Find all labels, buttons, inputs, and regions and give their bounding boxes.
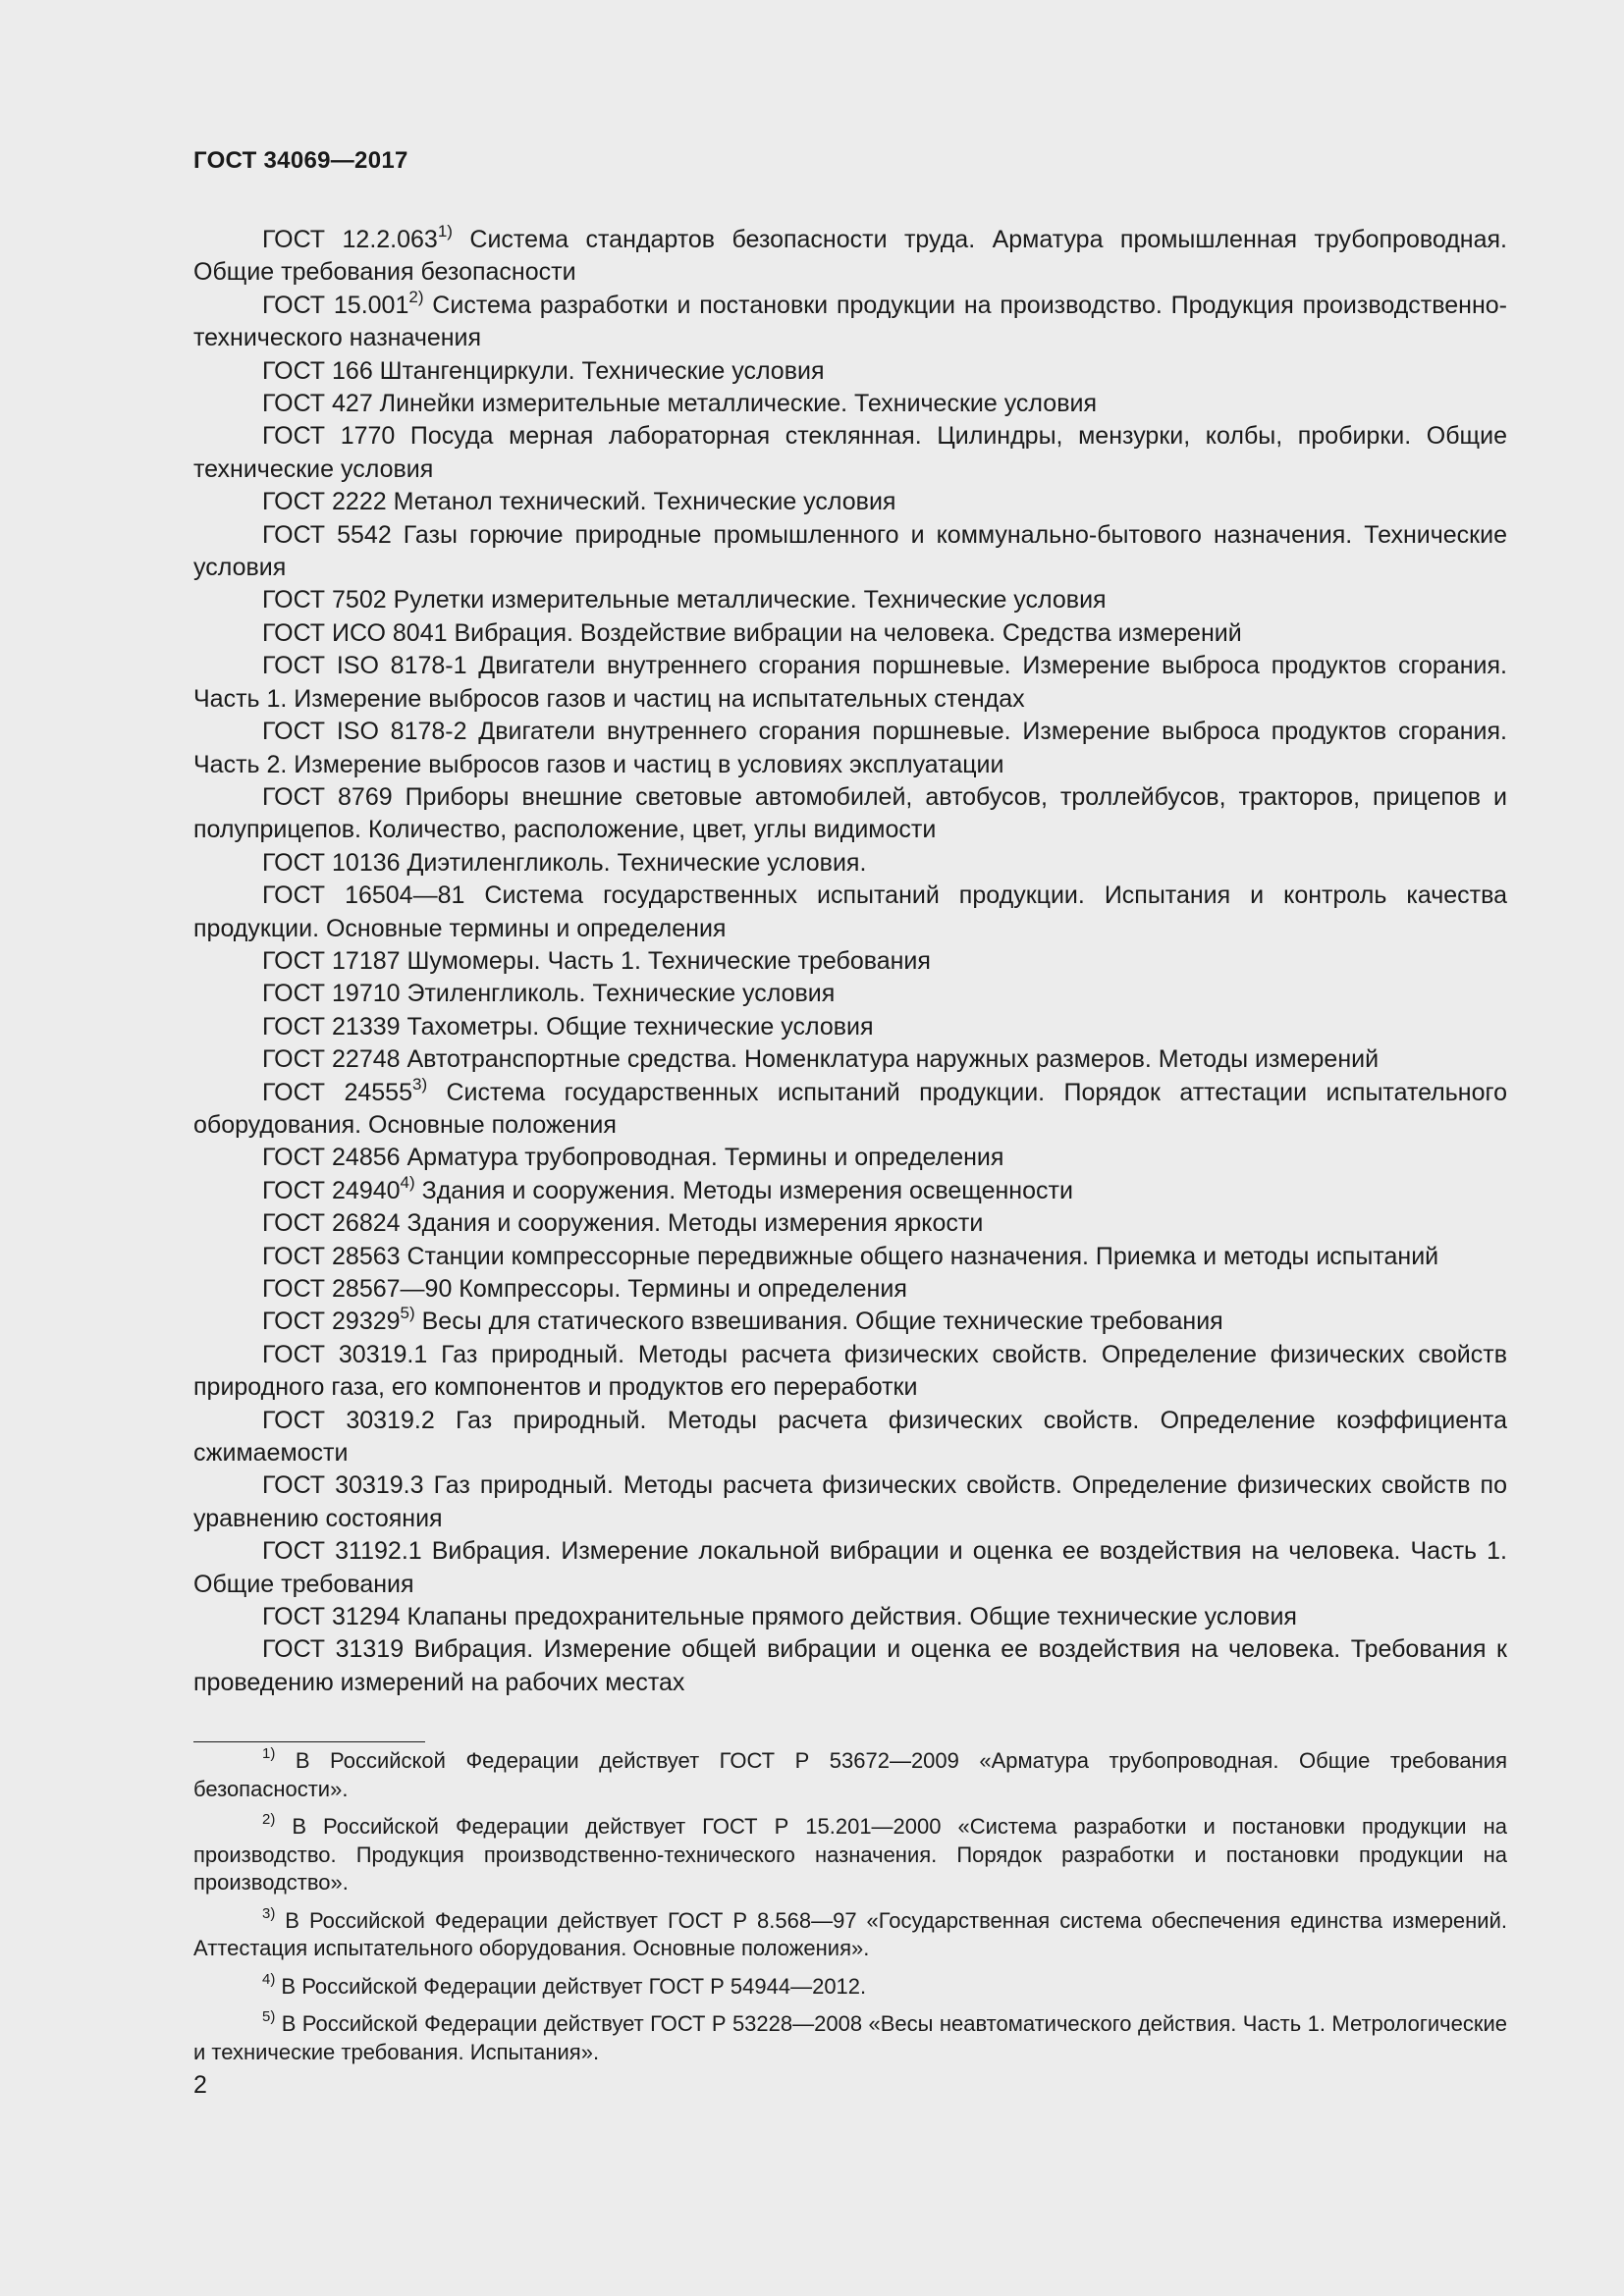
reference-item: ГОСТ 24555$^{3)}$ Система государственных испытаний продукции. Порядок аттестации испытательного оборудования. Основные положения: [193, 1074, 1507, 1139]
reference-item: ГОСТ 26824 Здания и сооружения. Методы измерения яркости: [262, 1209, 984, 1238]
reference-item: ГОСТ 30319.2 Газ природный. Методы расчета физических свойств. Определение коэффициента сжимаемости: [193, 1406, 1507, 1468]
reference-item: ГОСТ 21339 Тахометры. Общие технические условия: [262, 1012, 874, 1041]
reference-item: ГОСТ 31294 Клапаны предохранительные прямого действия. Общие технические условия: [262, 1603, 1297, 1631]
normative-references: [193, 221, 1507, 1699]
reference-item: ГОСТ 24856 Арматура трубопроводная. Термины и определения: [262, 1144, 1004, 1172]
reference-item: ГОСТ 28563 Станции компрессорные передвижные общего назначения. Приемка и методы испытаний: [262, 1242, 1439, 1270]
reference-item: ГОСТ ISO 8178-1 Двигатели внутреннего сгорания поршневые. Измерение выброса продуктов сгорания. Часть 1. Измерение выбросов газов и частиц на испытательных стендах: [193, 652, 1507, 713]
reference-item: ГОСТ 22748 Автотранспортные средства. Номенклатура наружных размеров. Методы измерений: [262, 1045, 1380, 1074]
reference-item: ГОСТ ISO 8178-2 Двигатели внутреннего сгорания поршневые. Измерение выброса продуктов сгорания. Часть 2. Измерение выбросов газов и частиц в условиях эксплуатации: [193, 718, 1507, 778]
document-header: ГОСТ 34069—2017: [193, 147, 408, 174]
reference-item: ГОСТ 427 Линейки измерительные металлические. Технические условия: [262, 390, 1097, 418]
reference-item: ГОСТ 7502 Рулетки измерительные металлические. Технические условия: [262, 586, 1107, 614]
reference-item: ГОСТ 28567—90 Компрессоры. Термины и определения: [262, 1275, 907, 1303]
footnote-marker: 3): [411, 1074, 428, 1094]
footnote-marker: 1): [437, 221, 453, 240]
reference-item: ГОСТ 29329$^{5)}$ Весы для статического взвешивания. Общие технические требования: [262, 1304, 1223, 1336]
footnote-mark: 2): [262, 1811, 276, 1829]
reference-item: ГОСТ 12.2.063$^{1)}$ Система стандартов безопасности труда. Арматура промышленная трубопроводная. Общие требования безопасности: [193, 221, 1507, 287]
footnote-mark: 4): [262, 1970, 276, 1988]
reference-item: ГОСТ 30319.3 Газ природный. Методы расчета физических свойств. Определение физических свойств по уравнению состояния: [193, 1471, 1507, 1532]
footnotes: [193, 1747, 1507, 2076]
reference-item: ГОСТ 1770 Посуда мерная лабораторная стеклянная. Цилиндры, мензурки, колбы, пробирки. Общие технические условия: [193, 422, 1507, 483]
page-number: 2: [193, 2071, 207, 2099]
reference-item: ГОСТ 15.001$^{2)}$ Система разработки и постановки продукции на производство. Продукция производственно-технического назначения: [193, 287, 1507, 352]
reference-item: ГОСТ 2222 Метанол технический. Технические условия: [262, 488, 896, 516]
reference-item: ГОСТ 10136 Диэтиленгликоль. Технические условия.: [262, 848, 867, 877]
footnote-marker: 4): [400, 1172, 415, 1192]
reference-item: ГОСТ 17187 Шумомеры. Часть 1. Технические требования: [262, 946, 931, 975]
footnote: $^{3)}$ В Российской Федерации действует ГОСТ Р 8.568—97 «Государственная система обеспечения единства измерений. Аттестация испытательного оборудования. Основные положения».: [193, 1904, 1507, 1960]
footnote: $^{1)}$ В Российской Федерации действует ГОСТ Р 53672—2009 «Арматура трубопроводная. Общие требования безопасности».: [193, 1745, 1507, 1801]
reference-item: ГОСТ 19710 Этиленгликоль. Технические условия: [262, 980, 836, 1008]
reference-item: ГОСТ 166 Штангенциркули. Технические условия: [262, 356, 825, 385]
reference-item: ГОСТ 16504—81 Система государственных испытаний продукции. Испытания и контроль качества продукции. Основные термины и определения: [193, 881, 1507, 942]
reference-item: ГОСТ 31319 Вибрация. Измерение общей вибрации и оценка ее воздействия на человека. Требования к проведению измерений на рабочих местах: [193, 1635, 1507, 1696]
footnote: $^{4)}$ В Российской Федерации действует ГОСТ Р 54944—2012.: [262, 1970, 867, 1999]
footnote-mark: 1): [262, 1745, 276, 1763]
footnote-mark: 3): [262, 1904, 276, 1922]
reference-item: ГОСТ ИСО 8041 Вибрация. Воздействие вибрации на человека. Средства измерений: [262, 618, 1242, 647]
reference-item: ГОСТ 30319.1 Газ природный. Методы расчета физических свойств. Определение физических свойств природного газа, его компонентов и продуктов его переработки: [193, 1340, 1507, 1402]
reference-item: ГОСТ 8769 Приборы внешние световые автомобилей, автобусов, троллейбусов, тракторов, прицепов и полуприцепов. Количество, расположение, цвет, углы видимости: [193, 782, 1507, 844]
footnote-marker: 2): [408, 287, 424, 306]
reference-item: ГОСТ 5542 Газы горючие природные промышленного и коммунально-бытового назначения. Технические условия: [193, 520, 1507, 582]
footnote-mark: 5): [262, 2008, 276, 2026]
footnote-marker: 5): [400, 1304, 415, 1323]
footnote: $^{5)}$ В Российской Федерации действует ГОСТ Р 53228—2008 «Весы неавтоматического действия. Часть 1. Метрологические и технические требования. Испытания».: [193, 2008, 1507, 2064]
footnote-divider: [193, 1741, 425, 1742]
footnote: $^{2)}$ В Российской Федерации действует ГОСТ Р 15.201—2000 «Система разработки и постановки продукции на производство. Продукция производственно-технического назначения. Порядок разработки и постановки продукции на производство».: [193, 1811, 1507, 1895]
reference-item: ГОСТ 24940$^{4)}$ Здания и сооружения. Методы измерения освещенности: [262, 1172, 1073, 1204]
reference-item: ГОСТ 31192.1 Вибрация. Измерение локальной вибрации и оценка ее воздействия на человека. Часть 1. Общие требования: [193, 1537, 1507, 1598]
